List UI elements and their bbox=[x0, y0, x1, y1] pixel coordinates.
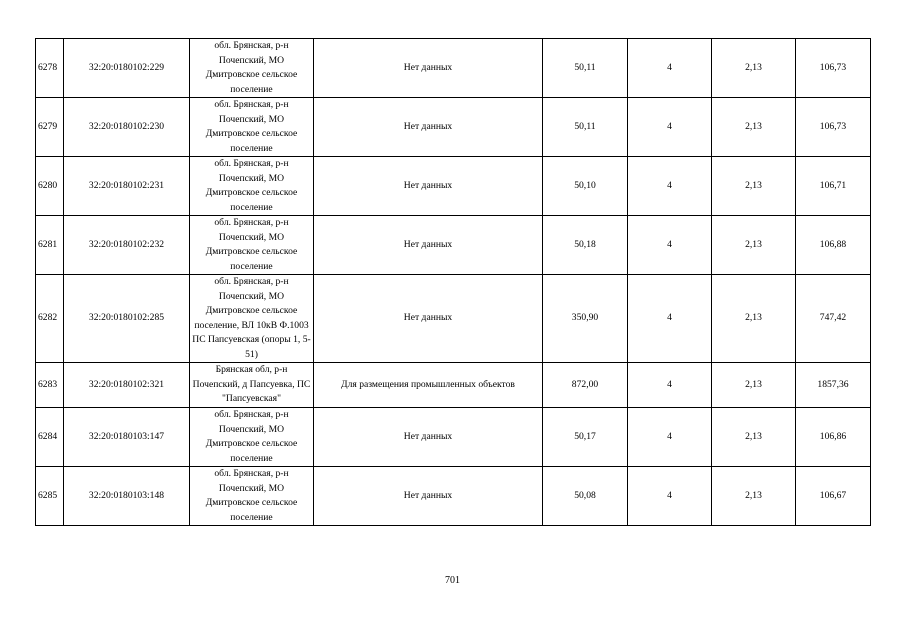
cadastral-number: 32:20:0180102:321 bbox=[64, 363, 190, 408]
rate-cell: 2,13 bbox=[712, 408, 796, 467]
area-cell: 872,00 bbox=[543, 363, 628, 408]
group-cell: 4 bbox=[628, 275, 712, 363]
rate-cell: 2,13 bbox=[712, 157, 796, 216]
row-number: 6283 bbox=[36, 363, 64, 408]
table-row bbox=[36, 275, 871, 363]
cadastral-number: 32:20:0180102:230 bbox=[64, 98, 190, 157]
table-row bbox=[36, 157, 871, 216]
permitted-use-cell: Нет данных bbox=[314, 216, 543, 275]
table-row bbox=[36, 467, 871, 526]
group-cell: 4 bbox=[628, 98, 712, 157]
address-cell: обл. Брянская, р-н Почепский, МО Дмитровское сельское поселение bbox=[190, 408, 314, 467]
value-cell: 106,67 bbox=[796, 467, 871, 526]
table-row bbox=[36, 39, 871, 98]
permitted-use-cell: Нет данных bbox=[314, 467, 543, 526]
area-cell: 50,08 bbox=[543, 467, 628, 526]
permitted-use-cell: Нет данных bbox=[314, 157, 543, 216]
permitted-use-cell: Нет данных bbox=[314, 98, 543, 157]
address-cell: Брянская обл, р-н Почепский, д Папсуевка, ПС "Папсуевская" bbox=[190, 363, 314, 408]
row-number: 6279 bbox=[36, 98, 64, 157]
registry-table bbox=[35, 38, 871, 526]
area-cell: 350,90 bbox=[543, 275, 628, 363]
rate-cell: 2,13 bbox=[712, 98, 796, 157]
group-cell: 4 bbox=[628, 157, 712, 216]
cadastral-number: 32:20:0180102:231 bbox=[64, 157, 190, 216]
rate-cell: 2,13 bbox=[712, 216, 796, 275]
group-cell: 4 bbox=[628, 467, 712, 526]
rate-cell: 2,13 bbox=[712, 363, 796, 408]
row-number: 6284 bbox=[36, 408, 64, 467]
area-cell: 50,11 bbox=[543, 39, 628, 98]
cadastral-number: 32:20:0180103:147 bbox=[64, 408, 190, 467]
rate-cell: 2,13 bbox=[712, 39, 796, 98]
row-number: 6278 bbox=[36, 39, 64, 98]
permitted-use-cell: Для размещения промышленных объектов bbox=[314, 363, 543, 408]
value-cell: 106,88 bbox=[796, 216, 871, 275]
value-cell: 1857,36 bbox=[796, 363, 871, 408]
address-cell: обл. Брянская, р-н Почепский, МО Дмитровское сельское поселение bbox=[190, 39, 314, 98]
permitted-use-cell: Нет данных bbox=[314, 408, 543, 467]
area-cell: 50,11 bbox=[543, 98, 628, 157]
row-number: 6285 bbox=[36, 467, 64, 526]
row-number: 6280 bbox=[36, 157, 64, 216]
page-number: 701 bbox=[445, 575, 460, 586]
area-cell: 50,18 bbox=[543, 216, 628, 275]
value-cell: 106,73 bbox=[796, 39, 871, 98]
row-number: 6282 bbox=[36, 275, 64, 363]
address-cell: обл. Брянская, р-н Почепский, МО Дмитровское сельское поселение bbox=[190, 98, 314, 157]
value-cell: 106,73 bbox=[796, 98, 871, 157]
value-cell: 106,86 bbox=[796, 408, 871, 467]
cadastral-number: 32:20:0180102:285 bbox=[64, 275, 190, 363]
cadastral-number: 32:20:0180102:229 bbox=[64, 39, 190, 98]
table-row bbox=[36, 408, 871, 467]
table-row bbox=[36, 363, 871, 408]
table-row bbox=[36, 216, 871, 275]
row-number: 6281 bbox=[36, 216, 64, 275]
address-cell: обл. Брянская, р-н Почепский, МО Дмитровское сельское поселение, ВЛ 10кВ Ф.1003 ПС Папсуевская (опоры 1, 5-51) bbox=[190, 275, 314, 363]
address-cell: обл. Брянская, р-н Почепский, МО Дмитровское сельское поселение bbox=[190, 216, 314, 275]
rate-cell: 2,13 bbox=[712, 467, 796, 526]
area-cell: 50,17 bbox=[543, 408, 628, 467]
value-cell: 747,42 bbox=[796, 275, 871, 363]
group-cell: 4 bbox=[628, 216, 712, 275]
cadastral-number: 32:20:0180102:232 bbox=[64, 216, 190, 275]
address-cell: обл. Брянская, р-н Почепский, МО Дмитровское сельское поселение bbox=[190, 467, 314, 526]
permitted-use-cell: Нет данных bbox=[314, 39, 543, 98]
table-row bbox=[36, 98, 871, 157]
permitted-use-cell: Нет данных bbox=[314, 275, 543, 363]
area-cell: 50,10 bbox=[543, 157, 628, 216]
group-cell: 4 bbox=[628, 408, 712, 467]
value-cell: 106,71 bbox=[796, 157, 871, 216]
cadastral-number: 32:20:0180103:148 bbox=[64, 467, 190, 526]
rate-cell: 2,13 bbox=[712, 275, 796, 363]
group-cell: 4 bbox=[628, 39, 712, 98]
group-cell: 4 bbox=[628, 363, 712, 408]
address-cell: обл. Брянская, р-н Почепский, МО Дмитровское сельское поселение bbox=[190, 157, 314, 216]
